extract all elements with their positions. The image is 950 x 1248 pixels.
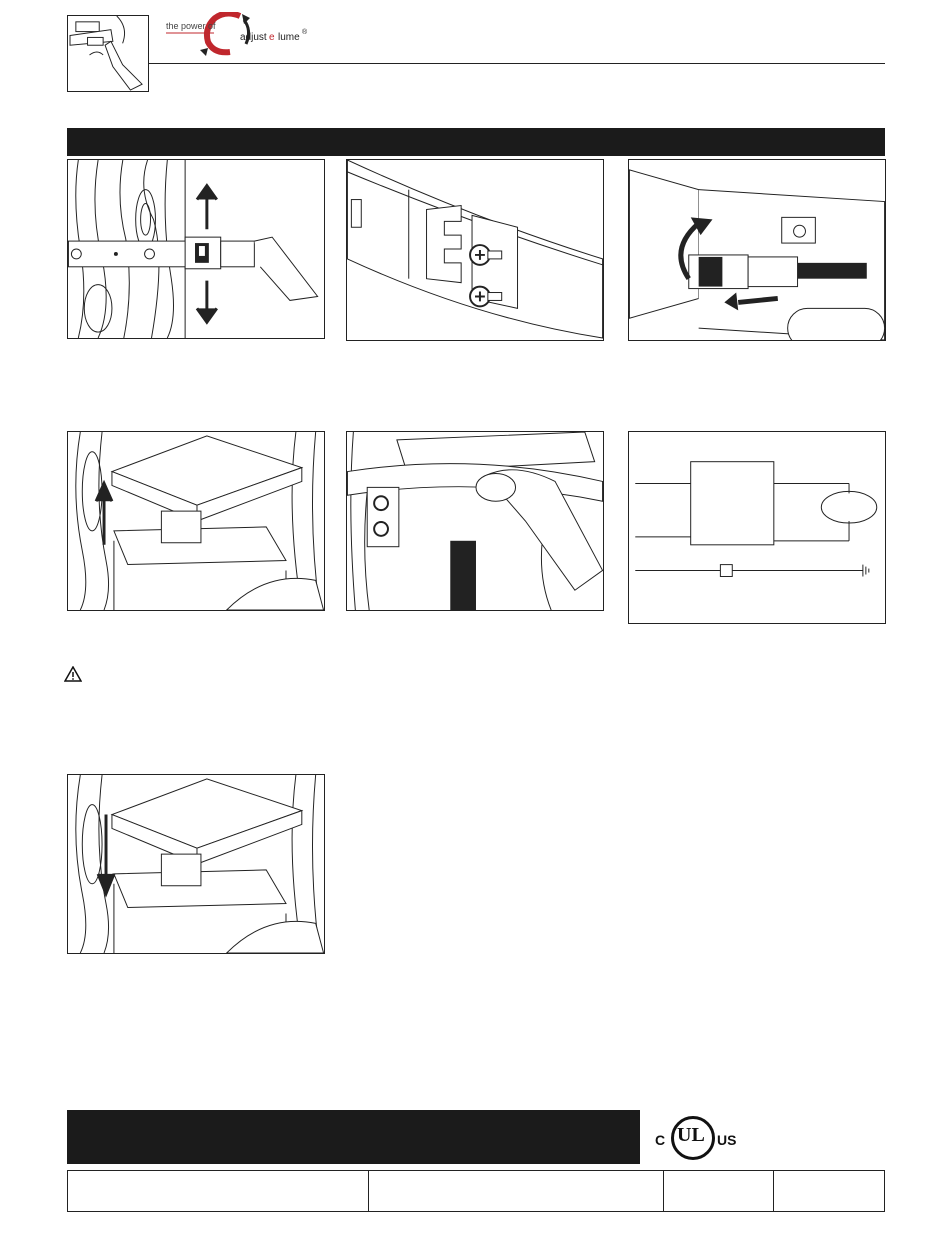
logo-brand-a: adjust [240, 32, 267, 43]
logo-brand-b: lume [278, 32, 300, 43]
warning-triangle-icon [64, 666, 82, 682]
ul-certification-mark [655, 1114, 745, 1164]
box-lower-figure [67, 774, 325, 954]
ul-us-label: US [717, 1132, 737, 1148]
wiring-diagram-figure [628, 431, 886, 624]
footer-cell-4 [773, 1171, 884, 1211]
fixture-attach-figure [346, 431, 604, 611]
ul-c-label: C [655, 1132, 666, 1148]
logo-prefix: the power of [166, 21, 216, 31]
logo-brand-e: e [269, 32, 275, 43]
footer-table [67, 1170, 885, 1212]
footer-cell-2 [368, 1171, 664, 1211]
logo-reg: ® [302, 29, 308, 36]
box-lift-figure [67, 431, 325, 611]
mounting-bracket-figure [67, 159, 325, 339]
fixture-thumbnail [67, 15, 149, 92]
footer-cell-1 [68, 1171, 369, 1211]
fixture-thumbnail-icon [68, 16, 148, 91]
connector-figure [628, 159, 886, 341]
screw-slot-figure [346, 159, 604, 341]
footer-bar [67, 1110, 640, 1164]
ul-center-label: UL [677, 1124, 705, 1146]
footer-cell-3 [663, 1171, 774, 1211]
section-header-bar [67, 128, 885, 156]
header-rule [149, 63, 885, 64]
brand-logo [160, 12, 310, 56]
